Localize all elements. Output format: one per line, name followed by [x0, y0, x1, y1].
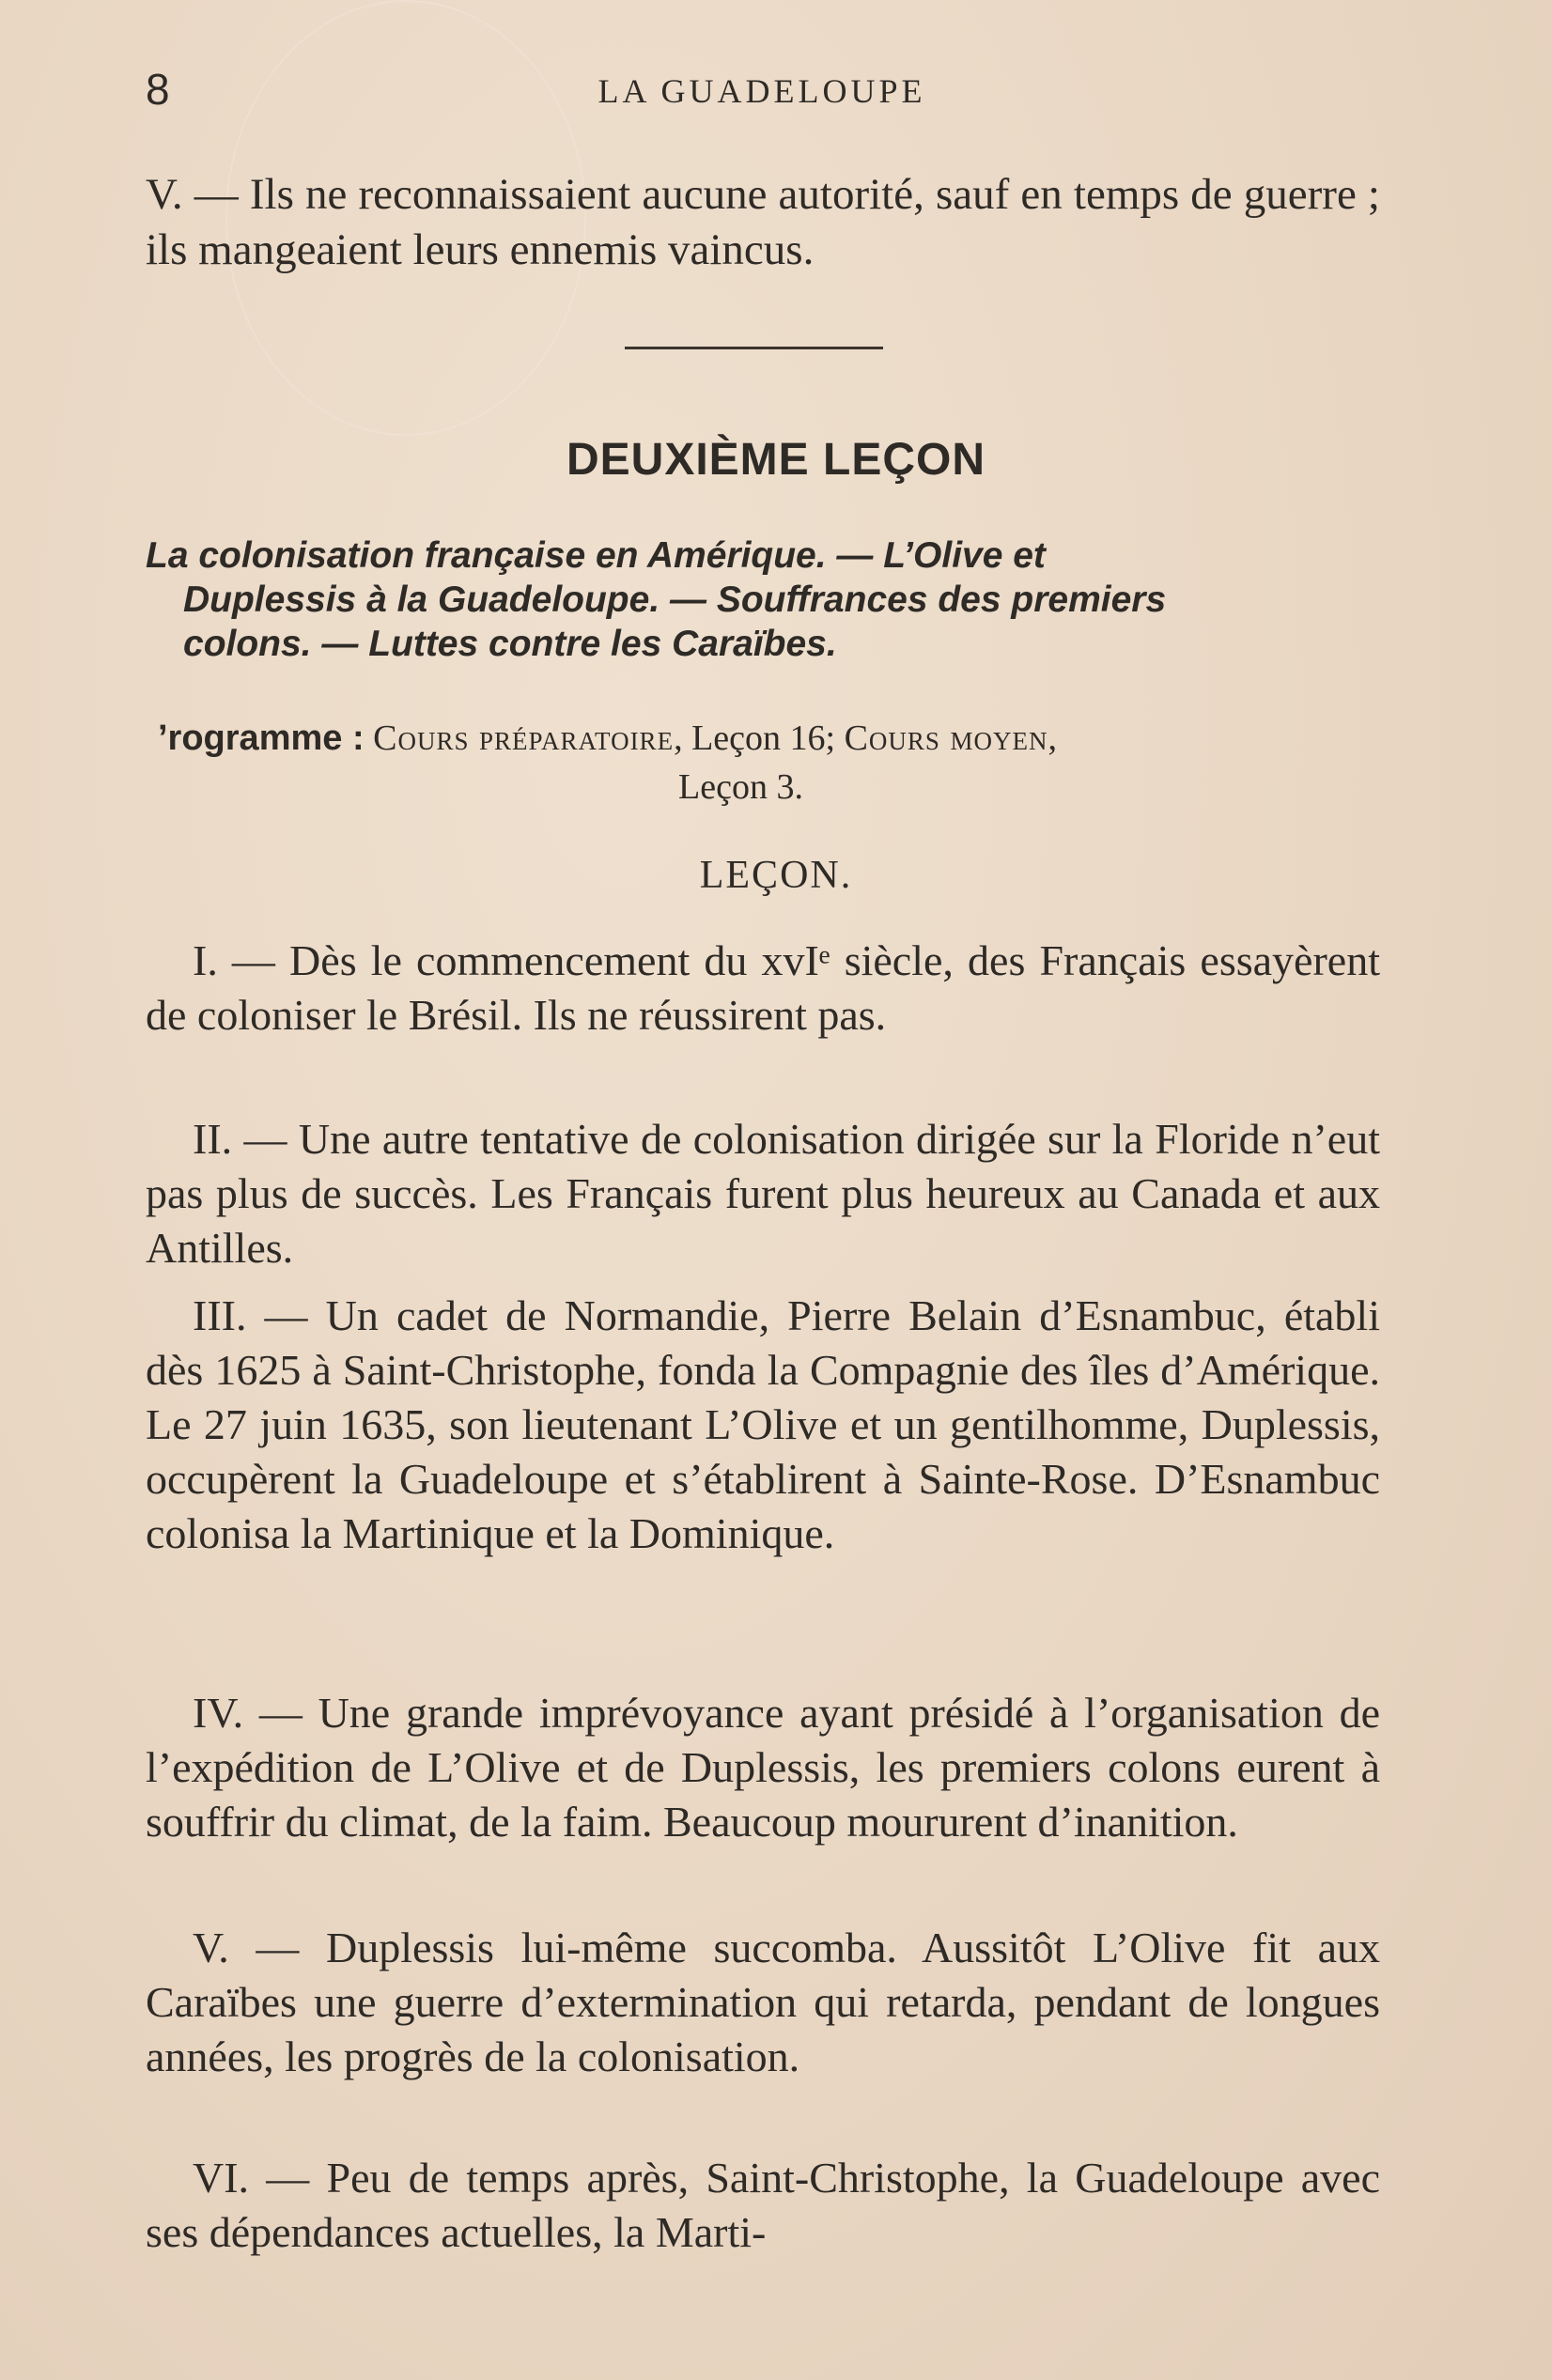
cours-preparatoire: Cours préparatoire: [373, 719, 675, 758]
paragraph-1: I. — Dès le commencement du xvIᵉ siècle, des Français essayèrent de coloniser le Brésil. Ils ne réussirent pas.: [146, 936, 1380, 1039]
lesson-subtitle: [146, 533, 1380, 666]
paragraph-4: IV. — Une grande imprévoyance ayant présidé à l’organisation de l’expédition de L’Olive et de Duplessis, les premiers colons eurent à souffrir du climat, de la faim. Beaucoup moururent d’inanition.: [146, 1689, 1380, 1846]
programme-line: ’rogramme : Cours préparatoire, Leçon 16; Cours moyen, Leçon 3.: [158, 714, 1380, 811]
lecon-heading: LEÇON.: [699, 854, 853, 897]
cours-moyen: Cours moyen: [844, 719, 1048, 758]
lesson-title: DEUXIÈME LEÇON: [566, 435, 986, 485]
paragraph-6: VI. — Peu de temps après, Saint-Christophe, la Guadeloupe avec ses dépendances actuelles, la Marti-: [146, 2154, 1380, 2256]
subtitle-line-3: colons. — Luttes contre les Caraïbes.: [183, 624, 837, 664]
page-number: 8: [146, 65, 170, 114]
top-paragraph: V. — Ils ne reconnaissaient aucune autorité, sauf en temps de guerre ; ils mangeaient leurs ennemis vaincus.: [146, 170, 1380, 274]
subtitle-line-1: La colonisation française en Amérique. — L’Olive et: [146, 535, 1046, 576]
section-divider: [625, 347, 883, 349]
paragraph-3: III. — Un cadet de Normandie, Pierre Belain d’Esnambuc, établi dès 1625 à Saint-Christophe, fonda la Compagnie des îles d’Amérique. Le 27 juin 1635, son lieutenant L’Olive et un gentilhomme, Duplessis, occupèrent la Guadeloupe et s’établirent à Sainte-Rose. D’Esnambuc colonisa la Martinique et la Dominique.: [146, 1291, 1380, 1557]
lecon-ref-2: Leçon 3.: [678, 767, 803, 807]
page-header: [146, 64, 1378, 120]
programme-label: ’rogramme :: [158, 719, 365, 758]
paragraph-2: II. — Une autre tentative de colonisation dirigée sur la Floride n’eut pas plus de succès. Les Français furent plus heureux au Canada et aux Antilles.: [146, 1115, 1380, 1272]
running-title: LA GUADELOUPE: [598, 72, 926, 110]
lecon-ref-1: , Leçon 16;: [674, 719, 845, 758]
subtitle-line-2: Duplessis à la Guadeloupe. — Souffrances des premiers: [183, 580, 1167, 620]
paragraph-5: V. — Duplessis lui-même succomba. Aussitôt L’Olive fit aux Caraïbes une guerre d’extermination qui retarda, pendant de longues années, les progrès de la colonisation.: [146, 1924, 1380, 2080]
